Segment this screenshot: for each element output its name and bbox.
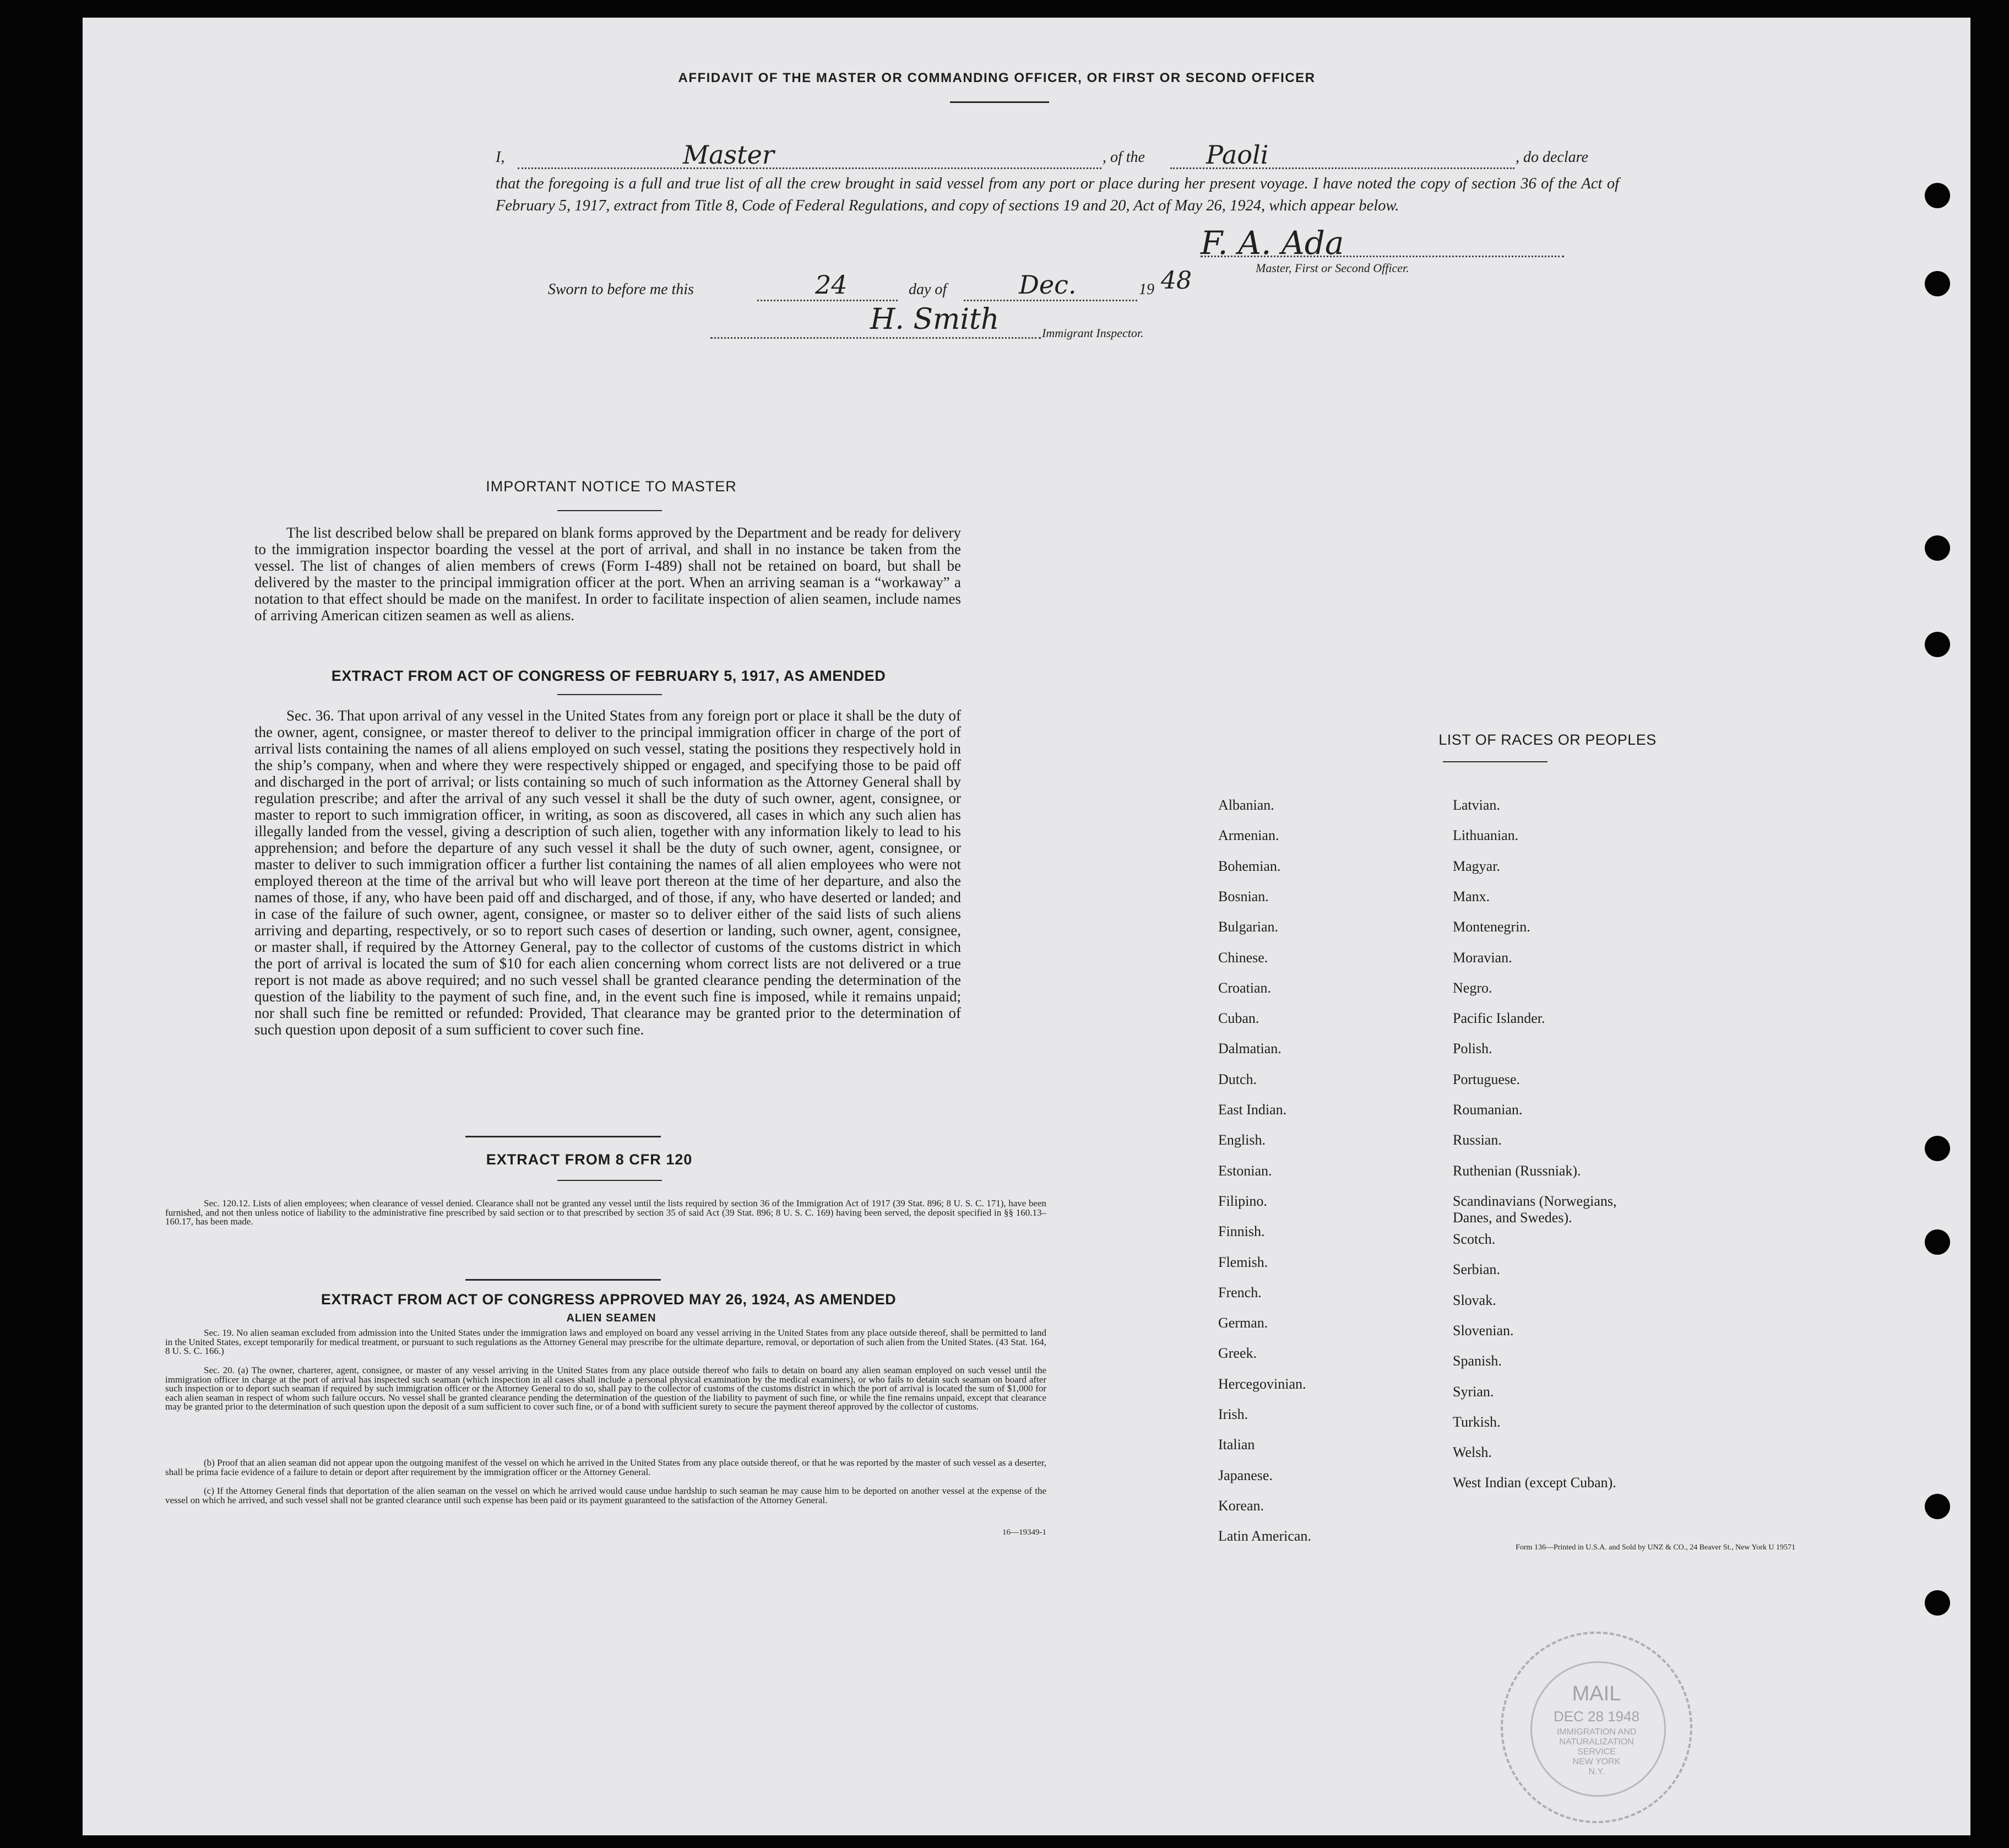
master-signature-line (1201, 256, 1564, 257)
race-list-item: Bosnian. (1218, 888, 1269, 904)
race-list-item: Chinese. (1218, 949, 1268, 966)
binder-hole (1925, 1494, 1950, 1519)
footer-imprint: Form 136—Printed in U.S.A. and Sold by UNZ & CO., 24 Beaver St., New York U 19571 (1516, 1543, 1795, 1552)
heading-rule (950, 101, 1049, 103)
binder-hole (1925, 632, 1950, 657)
race-list-item: East Indian. (1218, 1102, 1287, 1118)
extract-1917-body: Sec. 36. That upon arrival of any vessel in the United States from any foreign port or place it shall be the duty of the owner, agent, consignee, or master thereof to deliver to the principal immigration officer in charge of the port of arrival lists containing the names of all aliens employed on such vessel, stating the positions they respectively hold in the ship’s company, when and where they were respectively shipped or engaged, and specifying those to be paid off and discharged in the port of arrival; or lists containing so much of such information as the Attorney General shall by regulation prescribe; and after the arrival of any such vessel it shall be the duty of such owner, agent, consignee, or master to report to such immigration officer, in writing, as soon as discovered, all cases in which any such alien has illegally landed from the vessel, giving a description of such alien, together with any information likely to lead to his apprehension; and before the departure of any such vessel it shall be the duty of such owner, agent, consignee, or master to deliver to such immigration officer a further list containing the names of all alien employees who were not employed thereon at the time of the arrival but who will leave port thereon at the time of her departure, and also the names of those, if any, who have been paid off and discharged, and of those, if any, who have deserted or landed; and in case of the failure of such owner, agent, consignee, or master so to deliver either of the said lists of such aliens arriving and departing, respectively, or so to report such cases of desertion or landing, such owner, agent, consignee, or master shall, if required by the Attorney General, pay to the collector of customs of the customs district in which the port of arrival is located the sum of $10 for each alien concerning whom correct lists are not delivered or a true report is not made as above required; and no such vessel shall be granted clearance pending the determination of the question of the liability to the payment of such fine, and, in the event such fine is imposed, while it remains unpaid; nor shall such fine be remitted or refunded: Provided, That clearance may be granted prior to the determination of such question upon deposit of a sum sufficient to cover such fine. (254, 707, 961, 1038)
race-list-item: Scandinavians (Norwegians, Danes, and Swedes). (1453, 1193, 1617, 1226)
race-list-item: Serbian. (1453, 1261, 1500, 1278)
sworn-label: Sworn to before me this (548, 281, 694, 298)
race-list-item: Negro. (1453, 979, 1492, 996)
extract-1924-sec20b: (b) Proof that an alien seaman did not appear upon the outgoing manifest of the vessel on which he arrived in the United States from any place outside thereof, or that he was reported by the master of such vessel as a deserter, shall be prima facie evidence of a failure to detain or deport after requirement by the immigration officer or the Attorney General. (165, 1457, 1046, 1477)
extract-1917-heading: EXTRACT FROM ACT OF CONGRESS OF FEBRUARY 5, 1917, AS AMENDED (331, 668, 886, 684)
race-list-item: Dalmatian. (1218, 1040, 1282, 1057)
binder-hole (1925, 183, 1950, 208)
race-list-item: Korean. (1218, 1497, 1264, 1514)
race-list-item: Roumanian. (1453, 1102, 1523, 1118)
race-list-item: Slovenian. (1453, 1322, 1514, 1338)
race-list-item: Cuban. (1218, 1010, 1259, 1027)
inspector-signature: H. Smith (870, 303, 1000, 336)
binder-hole (1925, 1590, 1950, 1616)
name-handwritten: Master (683, 140, 774, 170)
inspector-line (710, 337, 1041, 339)
form-code: 16—19349-1 (1002, 1528, 1046, 1537)
master-caption: Master, First or Second Officer. (1256, 261, 1409, 275)
race-list-item: Latin American. (1218, 1528, 1311, 1544)
race-list-item: Welsh. (1453, 1444, 1492, 1461)
race-list-item: Irish. (1218, 1406, 1248, 1422)
vessel-handwritten: Paoli (1206, 140, 1269, 170)
extract-1917-rule (557, 694, 662, 695)
race-list-item: Filipino. (1218, 1193, 1267, 1209)
race-list-item: Bohemian. (1218, 858, 1281, 874)
act-1924-top-rule (465, 1279, 661, 1281)
race-list-item: Montenegrin. (1453, 919, 1530, 935)
document-page (83, 18, 1970, 1835)
extract-cfr-body: Sec. 120.12. Lists of alien employees; when clearance of vessel denied. Clearance shall not be granted any vessel until the lists required by section 36 of the Immigration Act of 1917 (39 Stat. 896; 8 U. S. C. 171), have been furnished, and not then unless notice of liability to the administrative fine prescribed by said section or to that prescribed by section 35 of said Act (39 Stat. 896; 8 U. S. C. 169) having been served, the deposit specified in §§ 160.13–160.17, has been made. (165, 1198, 1046, 1227)
sworn-day-line (757, 300, 898, 301)
name-line (518, 167, 1101, 169)
extract-1924-sec20c: (c) If the Attorney General finds that deportation of the alien seaman on the vessel on which he arrived would cause undue hardship to such seaman he may cause him to be deported on another vessel at the expense of the vessel on which he arrived, and such vessel shall not be granted clearance until such expense has been paid or its payment guaranteed to the satisfaction of the Attorney General. (165, 1486, 1046, 1505)
race-list-item: Flemish. (1218, 1254, 1268, 1270)
race-list-item: Ruthenian (Russniak). (1453, 1162, 1581, 1179)
race-list-item: Pacific Islander. (1453, 1010, 1545, 1027)
race-list-item: Russian. (1453, 1132, 1502, 1148)
race-list-item: Latvian. (1453, 797, 1500, 813)
race-list-item: Bulgarian. (1218, 919, 1279, 935)
affidavit-heading: AFFIDAVIT OF THE MASTER OR COMMANDING OFFICER, OR FIRST OR SECOND OFFICER (678, 71, 1316, 85)
race-list-item: Armenian. (1218, 827, 1279, 844)
extract-1924-subheading: ALIEN SEAMEN (566, 1312, 656, 1324)
stamp-line: SERVICE (1577, 1747, 1616, 1757)
race-list-item: Lithuanian. (1453, 827, 1519, 844)
races-rule (1443, 761, 1548, 762)
cfr-top-rule (465, 1136, 661, 1137)
sworn-day: 24 (815, 270, 848, 300)
race-list-item: Italian (1218, 1437, 1255, 1453)
day-of-label: day of (909, 281, 947, 298)
affidavit-body: that the foregoing is a full and true list of all the crew brought in said vessel from any port or place during her present voyage. I have noted the copy of section 36 of the Act of February 5, 1917, extract from Title 8, Code of Federal Regulations, and copy of sections 19 and 20, Act of May 26, 1924, which appear below. (496, 175, 1619, 214)
race-list-item: Turkish. (1453, 1413, 1501, 1430)
race-list-item: Estonian. (1218, 1162, 1272, 1179)
year-prefix: 19 (1139, 281, 1154, 298)
notice-body: The list described below shall be prepared on blank forms approved by the Department and be ready for delivery to the immigration inspector boarding the vessel at the port of arrival, and shall in no instance be taken from the vessel. The list of changes of alien members of crews (Form I-489) shall not be retained on board, but shall be delivered by the master to the principal immigration officer at the port. When an arriving seaman is a “workaway” a notation to that effect should be made on the manifest. In order to facilitate inspection of alien seamen, include names of arriving American citizen seamen as well as aliens. (254, 524, 961, 624)
race-list-item: Scotch. (1453, 1231, 1496, 1248)
of-the-label: , of the (1103, 149, 1145, 166)
sworn-month: Dec. (1019, 270, 1077, 300)
inspector-caption: Immigrant Inspector. (1042, 326, 1144, 340)
mail-received-stamp (1501, 1632, 1692, 1823)
race-list-item: Albanian. (1218, 797, 1274, 813)
race-list-item: German. (1218, 1315, 1268, 1331)
i-label: I, (496, 149, 505, 166)
stamp-line: MAIL (1572, 1682, 1621, 1705)
race-list-item: West Indian (except Cuban). (1453, 1475, 1616, 1491)
extract-1924-sec20a: Sec. 20. (a) The owner, charterer, agent, consignee, or master of any vessel arriving in the United States from any place outside thereof who fails to detain on board any alien seaman employed on such vessel until the immigration officer in charge at the port of arrival has inspected such seaman (which inspection in all cases shall include a personal physical examination by the medical examiners), or who fails to detain such seaman on board after such inspection or to deport such seaman if required by such immigration officer or the Attorney General to do so, shall pay to the collector of customs of the customs district in which the port of arrival is located the sum of $1,000 for each alien seaman in respect of whom such failure occurs. No vessel shall be granted clearance pending the determination of the question of the liability to payment of such fine, or while the fine remains unpaid, except that clearance may be granted prior to the determination of such question upon the deposit of a sum sufficient to cover such fine, or of a bond with sufficient surety to secure the payment thereof approved by the collector of customs. (165, 1365, 1046, 1412)
year-handwritten: 48 (1161, 267, 1192, 295)
race-list-item: Greek. (1218, 1345, 1257, 1362)
do-declare-label: , do declare (1516, 149, 1588, 166)
race-list-item: Manx. (1453, 888, 1490, 904)
notice-rule (557, 510, 662, 511)
race-list-item: French. (1218, 1284, 1262, 1300)
race-list-item: Slovak. (1453, 1292, 1496, 1308)
sworn-month-line (964, 300, 1137, 301)
binder-hole (1925, 1136, 1950, 1161)
binder-hole (1925, 1229, 1950, 1255)
race-list-item: Spanish. (1453, 1353, 1502, 1369)
notice-heading: IMPORTANT NOTICE TO MASTER (486, 478, 737, 495)
extract-cfr-rule (557, 1180, 662, 1181)
race-list-item: English. (1218, 1132, 1266, 1148)
stamp-line: NATURALIZATION (1559, 1737, 1634, 1747)
race-list-item: Dutch. (1218, 1071, 1257, 1087)
extract-1924-heading: EXTRACT FROM ACT OF CONGRESS APPROVED MAY 26, 1924, AS AMENDED (321, 1291, 897, 1308)
extract-cfr-heading: EXTRACT FROM 8 CFR 120 (486, 1151, 693, 1168)
race-list-item: Portuguese. (1453, 1071, 1521, 1087)
race-list-item: Polish. (1453, 1040, 1492, 1057)
binder-hole (1925, 535, 1950, 561)
race-list-item: Japanese. (1218, 1467, 1273, 1483)
extract-1924-sec19: Sec. 19. No alien seaman excluded from admission into the United States under the immigration laws and employed on board any vessel arriving in the United States from any place outside thereof, shall be permitted to land in the United States, except temporarily for medical treatment, or pursuant to such regulations as the Attorney General may prescribe for the ultimate departure, removal, or deportation of such alien from the United States. (43 Stat. 164, 8 U. S. C. 166.) (165, 1327, 1046, 1356)
race-list-item: Magyar. (1453, 858, 1500, 874)
race-list-item: Syrian. (1453, 1383, 1494, 1400)
race-list-item: Hercegovinian. (1218, 1375, 1306, 1392)
stamp-line: NEW YORK (1572, 1757, 1621, 1766)
races-heading: LIST OF RACES OR PEOPLES (1438, 731, 1657, 748)
race-list-item: Croatian. (1218, 979, 1272, 996)
master-signature: F. A. Ada (1201, 224, 1344, 262)
stamp-line: IMMIGRATION AND (1556, 1727, 1637, 1737)
stamp-line: DEC 28 1948 (1553, 1708, 1640, 1725)
binder-hole (1925, 271, 1950, 296)
race-list-item: Finnish. (1218, 1223, 1265, 1240)
race-list-item: Moravian. (1453, 949, 1512, 966)
stamp-line: N.Y. (1588, 1767, 1605, 1776)
